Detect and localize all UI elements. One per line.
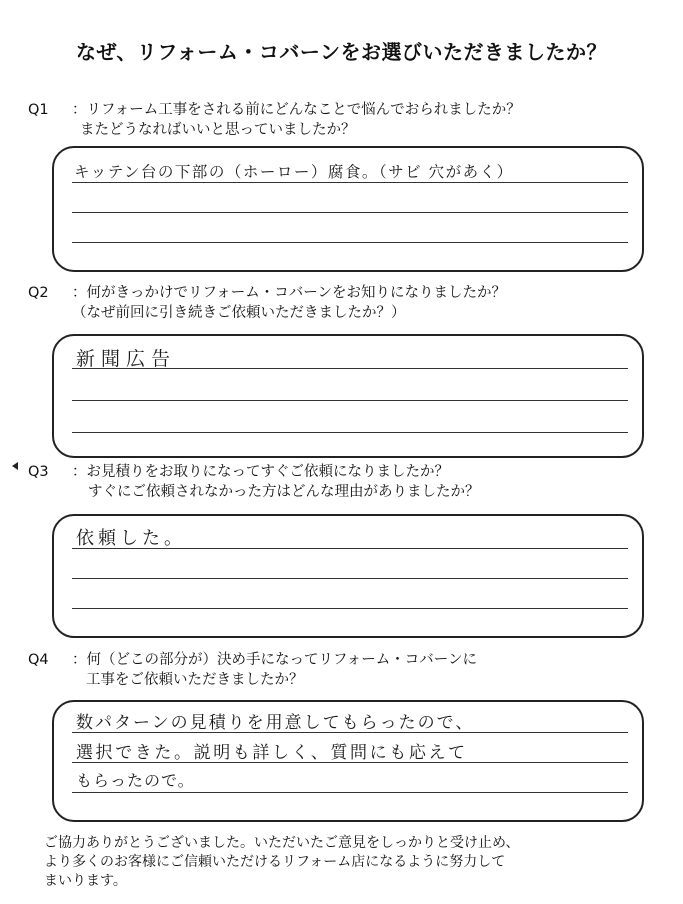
answer-line xyxy=(72,212,628,213)
question-4-line2: 工事をご依頼いただきましたか？ xyxy=(86,672,304,688)
question-4-line1: ：何（どこの部分が）決め手になってリフォーム・コバーンに xyxy=(72,652,477,668)
question-4 xyxy=(28,650,477,690)
answer-line xyxy=(72,578,628,579)
question-2 xyxy=(28,283,506,323)
thank-you-line-2: より多くのお客様にご信頼いただけるリフォーム店になるように努力して xyxy=(44,854,506,870)
thank-you-message xyxy=(44,834,519,891)
answer-1-text: キッテン台の下部の（ホーロー）腐食。（サビ 穴があく） xyxy=(74,163,514,181)
answer-4-line-1: 数パターンの見積りを用意してもらったので、 xyxy=(76,713,475,733)
question-2-line2: （なぜ前回に引き続きご依頼いただきましたか？） xyxy=(72,305,406,321)
answer-2-text: 新聞広告 xyxy=(76,348,177,370)
answer-line xyxy=(72,792,628,793)
question-2-number: Q2 xyxy=(28,285,49,301)
question-3 xyxy=(28,462,480,502)
answer-4-line-2: 選択できた。説明も詳しく、質問にも応えて xyxy=(76,743,468,763)
answer-box-2 xyxy=(52,334,644,458)
answer-line xyxy=(72,182,628,183)
question-4-number: Q4 xyxy=(28,652,49,668)
answer-line xyxy=(72,432,628,433)
question-1 xyxy=(28,100,521,140)
question-1-line2: またどうなればいいと思っていましたか？ xyxy=(80,122,356,138)
survey-title: なぜ、リフォーム・コバーンをお選びいただきましたか？ xyxy=(76,40,607,64)
question-3-line1: ：お見積りをお取りになってすぐご依頼になりましたか？ xyxy=(72,464,449,480)
thank-you-line-1: ご協力ありがとうございました。いただいたご意見をしっかりと受け止め、 xyxy=(44,835,520,851)
thank-you-line-3: まいります。 xyxy=(44,873,127,889)
answer-line xyxy=(72,400,628,401)
question-1-line1: ：リフォーム工事をされる前にどんなことで悩んでおられましたか？ xyxy=(72,102,521,118)
answer-line xyxy=(72,608,628,609)
answer-line xyxy=(72,242,628,243)
answer-box-3 xyxy=(52,514,644,638)
answer-3-text: 依頼した。 xyxy=(76,528,186,549)
answer-4-line-3: もらったので。 xyxy=(76,771,195,790)
question-3-number: Q3 xyxy=(28,464,49,480)
question-1-number: Q1 xyxy=(28,102,49,118)
question-3-line2: すぐにご依頼されなかった方はどんな理由がありましたか？ xyxy=(88,484,480,500)
answer-box-1 xyxy=(52,146,644,272)
question-2-line1: ：何がきっかけでリフォーム・コバーンをお知りになりましたか？ xyxy=(72,285,506,301)
triangle-marker-icon xyxy=(12,462,18,470)
answer-box-4 xyxy=(52,700,644,822)
